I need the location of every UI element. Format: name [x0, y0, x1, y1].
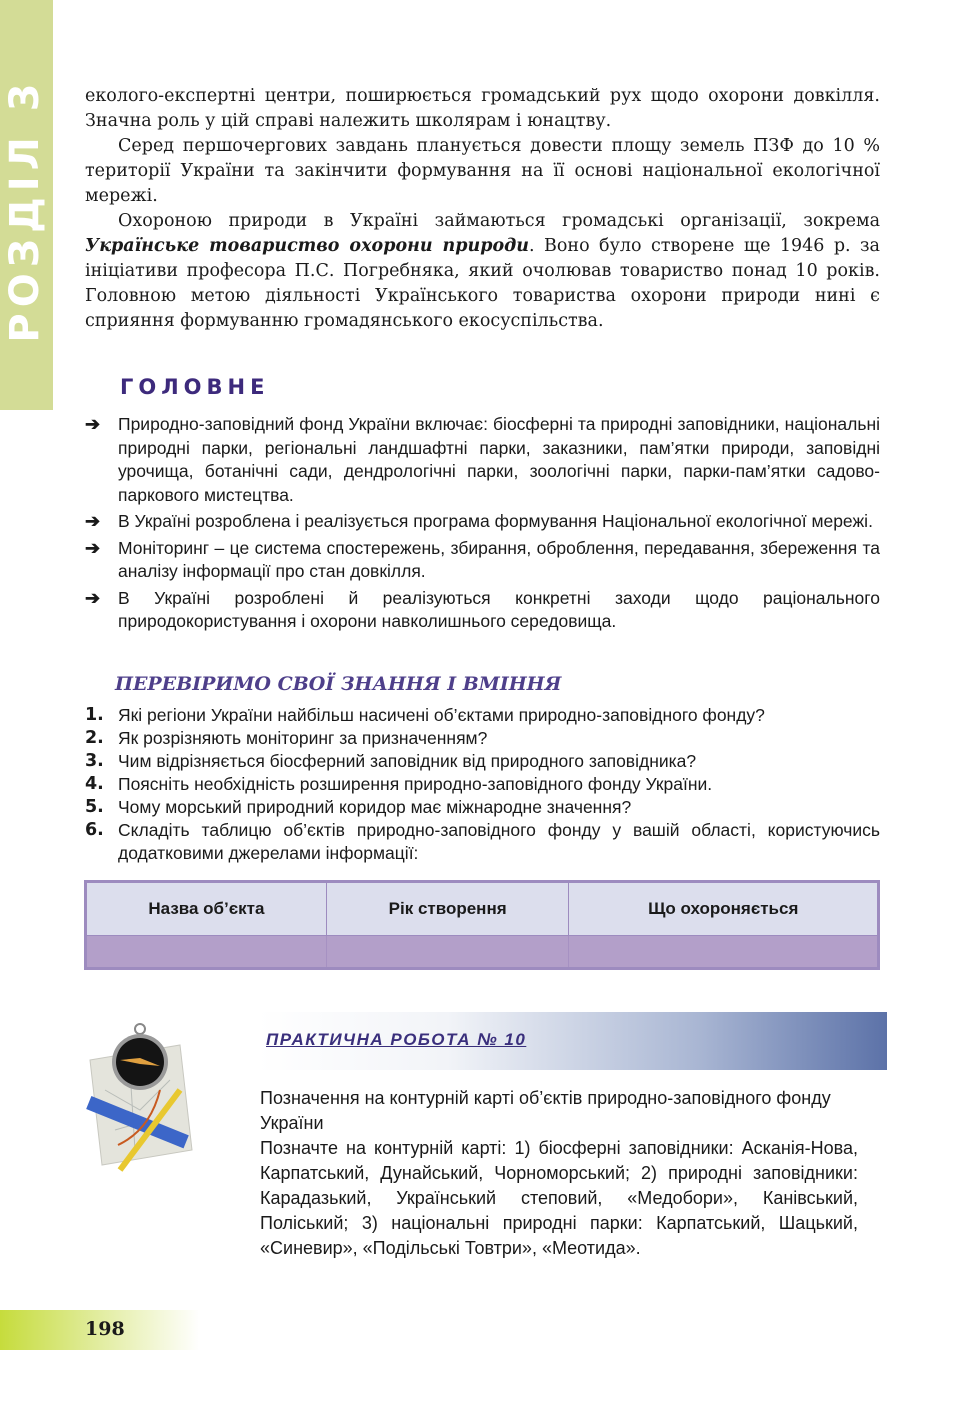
intro-text [85, 84, 880, 334]
questions-heading: ПЕРЕВІРИМО СВОЇ ЗНАННЯ І ВМІННЯ [115, 673, 562, 695]
item-text: Природно-заповідний фонд України включає: біосферні та природні заповідники, національні природні парки, регіональні ландшафтні парки, заказники, пам’ятки природи, заповідні урочища, ботанічні сади, дендрологічні парки, зоологічні парки, парки-пам’ятки садово-паркового мистецтва. [118, 414, 880, 505]
section-sidebar [0, 0, 53, 410]
arrow-right-icon: ➔ [85, 587, 101, 608]
item-text: В Україні розроблена і реалізується програма формування Національної екологічної мережі. [118, 511, 873, 531]
arrow-right-icon: ➔ [85, 414, 101, 434]
list-item [85, 413, 880, 507]
question-text: Поясніть необхідність розширення природно-заповідного фонду України. [118, 774, 713, 794]
question-number: 4. [85, 774, 104, 794]
arrow-right-icon: ➔ [85, 511, 101, 531]
questions-list [85, 704, 880, 865]
text: . Воно було створене ще 1946 р. за ініціативи професора П.С. Погребняка, який очолював товариство понад 10 років. Головною метою діяльності Українського товариства охорони природи нині є сприяння формуванню громадянського екосуспільства. [85, 236, 880, 331]
emphasis: Українське товариство охорони природи [85, 236, 530, 256]
objects-table [84, 880, 880, 970]
table-header-row [86, 882, 879, 936]
question-number: 3. [85, 751, 104, 771]
question-number: 2. [85, 728, 104, 748]
question-text: Як розрізняють моніторинг за призначенням? [118, 728, 488, 748]
question [85, 819, 880, 865]
table-cell [86, 936, 327, 969]
summary-heading: ГОЛОВНЕ [120, 375, 270, 399]
column-header: Рік створення [326, 882, 569, 936]
practical-work-body [260, 1086, 858, 1261]
list-item [85, 537, 880, 584]
question [85, 727, 880, 750]
page-number: 198 [85, 1318, 125, 1340]
list-item [85, 510, 880, 534]
paragraph [85, 209, 880, 334]
paragraph: еколого-експертні центри, поширюється громадський рух щодо охорони довкілля. Значна роль у цій справі належить школярам і юнацтву. [85, 86, 880, 131]
column-header: Що охороняється [569, 882, 879, 936]
question-number: 5. [85, 797, 104, 817]
question-text: Складіть таблицю об’єктів природно-заповідного фонду у вашій області, користуючись додатковими джерелами інформації: [118, 820, 880, 863]
arrow-right-icon: ➔ [85, 537, 101, 558]
table-cell [326, 936, 569, 969]
question [85, 773, 880, 796]
practical-work-title: ПРАКТИЧНА РОБОТА № 10 [266, 1030, 527, 1049]
practical-task: Позначте на контурній карті: 1) біосферні заповідники: Асканія-Нова, Карпатський, Дунайський, Чорноморський; 2) природні заповідники: Карадазький, Український степовий, «Медобори», Канівський, Поліський; 3) національні природні парки: Карпатський, Шацький, «Синевир», «Подільські Товтри», «Меотида». [260, 1138, 858, 1258]
summary-list [85, 413, 880, 637]
practical-subtitle: Позначення на контурній карті об’єктів природно-заповідного фонду України [260, 1088, 831, 1133]
question-text: Чому морський природний коридор має міжнародне значення? [118, 797, 632, 817]
question-text: Чим відрізняється біосферний заповідник від природного заповідника? [118, 751, 697, 771]
paragraph: Серед першочергових завдань планується довести площу земель ПЗФ до 10 % території України та закінчити формування на її основі національної екологічної мережі. [85, 136, 880, 206]
question [85, 750, 880, 773]
question-number: 6. [85, 820, 104, 840]
column-header: Назва об’єкта [86, 882, 327, 936]
item-text: Моніторинг – це система спостережень, збирання, оброблення, передавання, збереження та аналізу інформації про стан довкілля. [118, 537, 880, 581]
text: Охороною природи в Україні займаються громадські організації, зокрема [118, 211, 880, 231]
list-item [85, 587, 880, 634]
table-cell [569, 936, 879, 969]
question [85, 796, 880, 819]
table-row [86, 936, 879, 969]
section-label: РОЗДІЛ 3 [2, 77, 48, 343]
question [85, 704, 880, 727]
question-number: 1. [85, 705, 104, 725]
item-text: В Україні розроблені й реалізуються конкретні заходи щодо раціонального природокористування і охорони навколишнього середовища. [118, 587, 880, 631]
compass-map-icon [80, 1020, 200, 1180]
question-text: Які регіони України найбільш насичені об’єктами природно-заповідного фонду? [118, 705, 765, 725]
